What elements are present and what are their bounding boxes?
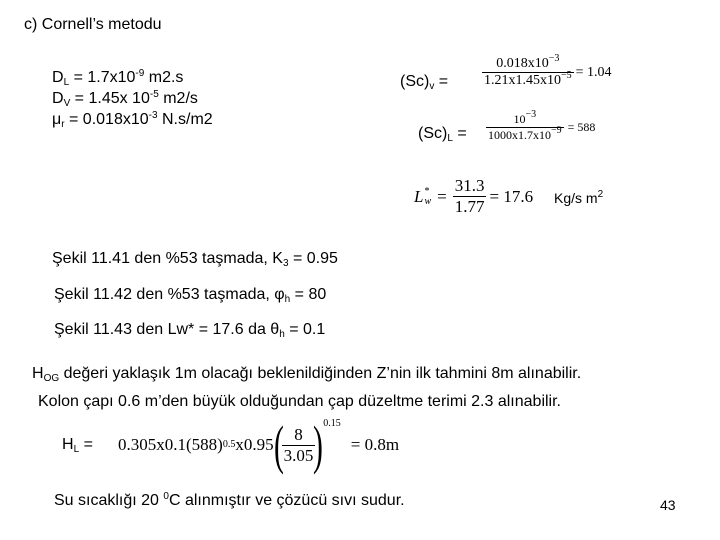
lw-unit-exp: 2 xyxy=(597,189,604,200)
dl-exp: -9 xyxy=(135,68,145,79)
lw-result: = 17.6 xyxy=(489,186,534,206)
line-hog xyxy=(32,364,581,383)
hl-label-symbol: H xyxy=(62,436,74,453)
dv-sub: V xyxy=(63,98,71,109)
line-kolon: Kolon çapı 0.6 m’den büyük olduğundan çap düzeltme terimi 2.3 alınabilir. xyxy=(38,393,561,410)
given-dl xyxy=(52,68,183,87)
lw-fraction xyxy=(453,176,487,217)
lw-sub: w xyxy=(424,195,432,207)
mu-exp: -3 xyxy=(148,110,158,121)
scl-den-value: 1000x1.7x10 xyxy=(488,128,551,142)
dv-unit: m2/s xyxy=(158,90,198,107)
footer-text-start: Su sıcaklığı 20 xyxy=(54,492,164,509)
hl-paren-exp: 0.15 xyxy=(323,418,341,429)
scv-den-exp: −5 xyxy=(561,70,572,81)
lw-unit xyxy=(554,189,603,208)
hl-fraction xyxy=(282,425,316,466)
footer-note xyxy=(54,491,405,510)
scv-den-value: 1.21x1.45x10 xyxy=(484,73,561,88)
lw-sup: * xyxy=(424,185,430,197)
dv-exp: -5 xyxy=(149,89,159,100)
phi-text: Şekil 11.42 den %53 taşmada, φ xyxy=(54,286,285,303)
theta-value: = 0.1 xyxy=(284,321,326,338)
dl-value: = 1.7x10 xyxy=(69,69,136,86)
scv-label-eq: = xyxy=(434,73,449,90)
page-number: 43 xyxy=(660,497,676,513)
scv-denominator xyxy=(482,72,574,89)
line-theta xyxy=(54,320,325,339)
scl-label-sub: L xyxy=(447,133,453,144)
hl-left-paren-icon: ( xyxy=(273,415,284,475)
scv-num-value: 0.018x10 xyxy=(496,56,549,71)
line-k3 xyxy=(52,249,338,268)
scl-label xyxy=(418,124,467,143)
hl-frac-num: 8 xyxy=(294,424,303,444)
scv-num-exp: −3 xyxy=(548,53,560,64)
mu-unit: N.s/m2 xyxy=(157,111,213,128)
footer-exp: 0 xyxy=(163,491,169,502)
scl-denominator xyxy=(486,127,564,143)
mu-sub: r xyxy=(61,119,65,130)
scl-num-value: 10 xyxy=(513,112,526,126)
scv-result: = 1.04 xyxy=(575,64,612,80)
theta-sub: h xyxy=(279,329,285,340)
scl-fraction xyxy=(486,109,564,143)
dl-symbol: D xyxy=(52,69,64,86)
hl-label-sub: L xyxy=(73,444,80,455)
hl-right-paren-icon: ) xyxy=(313,415,324,475)
k3-sub: 3 xyxy=(282,258,289,269)
scv-label xyxy=(400,72,448,91)
lw-scripts xyxy=(424,187,431,207)
hog-symbol: H xyxy=(32,365,44,382)
mu-symbol: μ xyxy=(52,111,62,128)
hl-coef: 0.305x0.1(588) xyxy=(118,435,223,454)
lw-symbol: L xyxy=(414,186,424,206)
dl-unit: m2.s xyxy=(144,69,184,86)
scl-label-eq: = xyxy=(452,125,467,142)
footer-text-end: C alınmıştır ve çözücü sıvı sudur. xyxy=(168,492,405,509)
dv-symbol: D xyxy=(52,90,64,107)
dv-value: = 1.45x 10 xyxy=(70,90,150,107)
given-mu xyxy=(52,110,213,129)
hl-label xyxy=(62,435,93,454)
lw-denominator: 1.77 xyxy=(454,197,485,216)
hl-equation: 0.305x0.1(588) 0.5 x0.95 ( $\frac{8}{3.05}$ ) 0.15 = 0.8m xyxy=(118,415,400,475)
hl-frac-den: 3.05 xyxy=(283,445,314,465)
hl-result: = 0.8m xyxy=(350,435,400,454)
lw-equation xyxy=(414,176,533,217)
scl-result: = 588 xyxy=(567,120,596,134)
k3-value: = 0.95 xyxy=(288,250,338,267)
given-dv xyxy=(52,89,198,108)
scv-fraction xyxy=(482,53,574,89)
theta-text: Şekil 11.43 den Lw* = 17.6 da θ xyxy=(54,321,280,338)
phi-sub: h xyxy=(284,294,291,305)
scl-label-symbol: (Sc) xyxy=(418,125,448,142)
hl-label-eq: = xyxy=(79,436,93,453)
scl-equation xyxy=(486,109,596,143)
scv-label-sub: v xyxy=(429,81,435,92)
scl-den-exp: −9 xyxy=(551,125,562,136)
hl-mid: x0.95 xyxy=(235,435,274,454)
scl-num-exp: −3 xyxy=(525,109,537,120)
line-phi xyxy=(54,285,326,304)
lw-numerator: 31.3 xyxy=(454,176,485,195)
phi-value: = 80 xyxy=(290,286,327,303)
lw-unit-text: Kg/s m xyxy=(554,190,598,206)
k3-text: Şekil 11.41 den %53 taşmada, K xyxy=(52,250,283,267)
mu-value: = 0.018x10 xyxy=(64,111,149,128)
scv-numerator xyxy=(482,53,574,72)
hog-sub: OG xyxy=(43,373,60,384)
scv-equation xyxy=(482,53,612,89)
scv-label-symbol: (Sc) xyxy=(400,73,430,90)
dl-sub: L xyxy=(63,77,70,88)
hog-text: değeri yaklaşık 1m olacağı beklenildiğinden Z’nin ilk tahmini 8m alınabilir. xyxy=(59,365,582,382)
section-title: c) Cornell’s metodu xyxy=(24,16,162,33)
lw-eq: = xyxy=(437,186,447,206)
